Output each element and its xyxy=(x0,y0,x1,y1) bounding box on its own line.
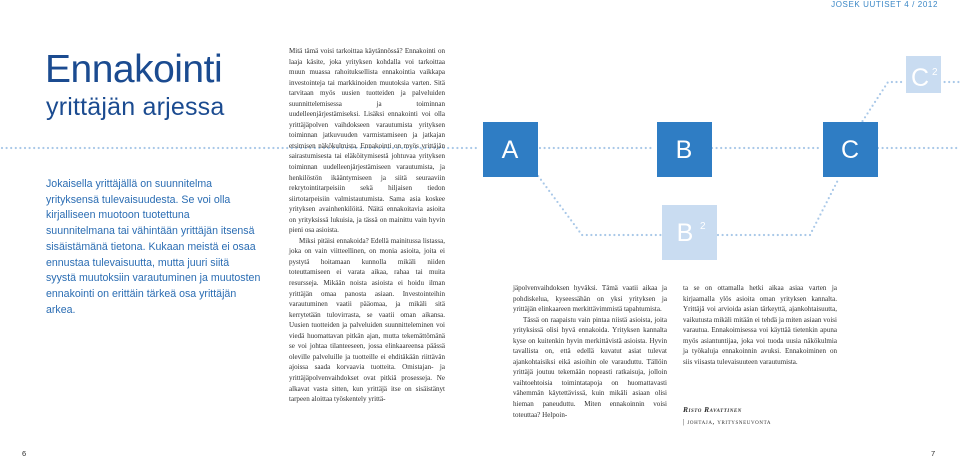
node-a xyxy=(483,122,538,177)
author-name: Risto Ravattinen xyxy=(683,405,742,414)
publication-name: JOSEK UUTISET xyxy=(831,0,902,9)
node-b2-label: B xyxy=(676,219,694,247)
node-b-label: B xyxy=(675,136,693,164)
dotted-path-a-b2 xyxy=(530,165,662,235)
body-paragraph: jäpolvenvaihdoksen hyväksi. Tämä vaatii aikaa ja pohdiskelua, kyseessähän on yksi yrityksen ja yrittäjän elinkaareen merkittävimmistä tapahtumista. xyxy=(513,284,667,314)
author-role: | johtaja, yritysneuvonta xyxy=(683,418,772,426)
body-paragraph: Miksi pitäisi ennakoida? Edellä mainitussa listassa, joka on vain viitteellinen, on monia asioita, joita ei pystytä hoitamaan kunnolla mikäli niiden toteuttamiseen ei varata aikaa, rahaa tai muita resursseja. Mikään noista asioista ei hoidu ilman yrittäjän omaa panosta asiaan. Investointeihin varautuminen vaatii pääomaa, ja mikäli sitä kerrytetään tulovirrasta, se vaatii oman aikansa. Uusien tuotteiden ja palveluiden suunnitteleminen voi viedä huomattavan pitkän ajan, mutta tekemättömänä se voi johtaa tilanteeseen, jossa elinkaareensa päässä oleville palveluille ja tuotteille ei ehditäkään riittävän ajoissa saada korvaavia tuotteita. Omistajan- ja yrittäjäpolvenvaihdokset ovat pitkiä prosesseja. Ne alkavat vasta sitten, kun yrittäjä itse on sisäistänyt tarpeen aloittaa työskentely yrittä- xyxy=(289,236,445,404)
node-c2-subscript: 2 xyxy=(932,67,938,78)
body-paragraph: Tässä on raapaistu vain pintaa niistä asioista, joita yrityksissä olisi hyvä ennakoida. Yrityksen kannalta kyse on kuitenkin hyvin merkittävistä asioista. Hyvin tavallista on, että edellä kuvatut asiat tulevat ajankohtaisiksi eikä asioihin ole varauduttu. Tällöin yrittäjä joutuu tekemään nopeasti ratkaisuja, jolloin vaihtoehtoisia toimintatapoja on huomattavasti vähemmän käytettävissä, kuin mikäli asiaan olisi hieman paneuduttu. Miten ennakoinnin voisi toteuttaa? Helpoin- xyxy=(513,315,667,419)
node-b xyxy=(657,122,712,177)
article-subtitle: yrittäjän arjessa xyxy=(46,93,225,121)
body-column-3 xyxy=(683,283,837,367)
body-paragraph: Mitä tämä voisi tarkoittaa käytännössä? Ennakointi on laaja käsite, joka yrityksen kohdalla voi tarkoittaa muun muassa rahoituksellista ennakointia vaikkapa investointeja tai markkinoiden muutoksia varten. Sitä tarvitaan myös uusien tuotteiden ja palveluiden suunnittelemisessa ja toiminnan uudelleenjärjestämiseksi. Lisäksi ennakointi voi olla yrittäjäpolven vaihdokseen varautumista yrityksen toiminnan jatkuvuuden varmistamiseen ja jatkajan etsimisen näkökulmista. Ennakointi on myös yrittäjän sairastumisesta tai eläköitymisestä johtuvaa yrityksen toiminnan uudelleenjärjestämiseen varautumista, ja henkilöstön ikääntymiseen ja siitä seuraaviin rekrytointitarpeisiin sekä hiljaisen tiedon siirtotarpeisiin valmistautumista. Sama asia koskee yrityksen avainhenkilöitä. Näitä ennakoitavia asioita on yrityksissä lukuisia, ja tässä on mainittu vain hyvin pieni osa asioista. xyxy=(289,47,445,235)
lead-paragraph: Jokaisella yrittäjällä on suunnitelma yrityksensä tulevaisuudesta. Se voi olla kirjalliseen muotoon tuotettuna suunnitelmana tai vähintään yrittäjän itsensä sisäistämänä tietona. Kukaan meistä ei osaa ennustaa tulevaisuutta, mutta juuri siitä syystä muutoksiin varautuminen ja muutosten ennakointi on erittäin tärkeä osa yrittäjän arkea. xyxy=(46,178,261,316)
article-title: Ennakointi xyxy=(45,48,223,91)
node-b2-subscript: 2 xyxy=(700,221,706,232)
page-number-left: 6 xyxy=(22,449,27,458)
node-b2 xyxy=(662,205,717,260)
dotted-path-b2-c xyxy=(718,180,838,235)
node-c2 xyxy=(906,56,941,93)
node-c2-label: C xyxy=(910,64,930,92)
page-number-right: 7 xyxy=(931,449,936,458)
body-column-2 xyxy=(513,283,667,420)
body-column-1 xyxy=(289,46,445,405)
body-paragraph: ta se on ottamalla hetki aikaa asiaa varten ja kirjaamalla ylös asioita oman yrityksen kannalta. Yrittäjä voi arvioida asian tärkeyttä, ajankohtaisuutta, vaikutusta mikäli mitään ei tehdä ja miten asiaan voisi varautua. Ennakoimisessa voi käyttää tietenkin apuna myös asiantuntijaa, joka voi tuoda uusia näkökulmia ja työkaluja ennakoinnin avuksi. Ennakoiminen on siis viisasta tulevaisuuteen varautumista. xyxy=(683,284,837,366)
node-c xyxy=(823,122,878,177)
dotted-path-c-c2 xyxy=(860,82,905,125)
node-a-label: A xyxy=(501,136,519,164)
node-c-label: C xyxy=(840,136,860,164)
header-issue: 4 / 2012 xyxy=(904,0,938,9)
